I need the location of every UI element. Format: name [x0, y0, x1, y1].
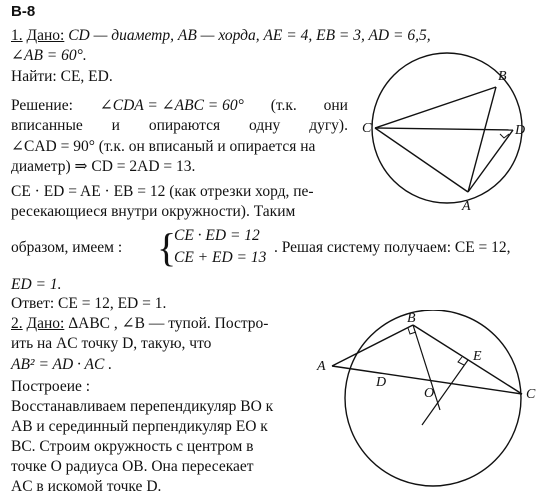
system-eq2: CE + ED = 13	[174, 249, 267, 266]
p2-line7: BC. Строим окружность с центром в	[11, 438, 254, 455]
fig2-right-angle-E	[458, 357, 464, 365]
p1-line10-left: образом, имеем :	[11, 239, 123, 256]
fig1-label-B: B	[498, 69, 507, 84]
fig2-label-C: C	[526, 387, 536, 402]
p1-line2: ∠AB = 60°.	[11, 47, 87, 64]
variant-header: В-8	[11, 3, 36, 20]
fig1-chord-AD	[468, 130, 513, 192]
p2-line6: AB и серединный перпендикуляр EO к	[11, 418, 268, 435]
p1-line6: ∠CAD = 90° (т.к. он вписаный и опирается на	[11, 138, 316, 155]
system-eq1: CE · ED = 12	[174, 227, 260, 244]
p1-answer: Ответ: CE = 12, ED = 1.	[11, 295, 167, 312]
fig2-label-D: D	[376, 375, 387, 390]
fig2-label-B: B	[407, 311, 416, 326]
p1-line9: ресекающиеся внутри окружности). Таким	[11, 203, 296, 220]
fig1-chord-CB	[375, 87, 496, 128]
system-brace: {	[157, 225, 177, 270]
p2-line3: AB² = AD · AC .	[11, 356, 113, 373]
fig2-label-O: O	[424, 386, 435, 401]
fig2-side-AB	[332, 325, 413, 366]
fig1-label-C: C	[362, 121, 372, 136]
figure-2-construction	[312, 310, 542, 495]
fig1-label-A: A	[462, 199, 471, 214]
p2-line4: Построеие :	[11, 378, 91, 395]
p2-line2: ить на AC точку D, такую, что	[11, 335, 212, 352]
fig1-chord-AB	[468, 87, 496, 192]
fig1-chord-AC	[375, 128, 468, 192]
fig2-label-E: E	[473, 349, 482, 364]
p1-line7: диаметр) ⇒ CD = 2AD = 13.	[11, 158, 196, 175]
fig1-label-D: D	[515, 123, 526, 138]
p1-line4: Решение: ∠CDA = ∠ABC = 60° (т.к. они	[11, 97, 348, 114]
figure-1-circle-chords	[358, 50, 538, 220]
fig2-label-A: A	[317, 359, 326, 374]
p2-line1: 2. Дано: ΔABC , ∠B — тупой. Постро-	[11, 315, 269, 332]
p2-line5: Восстанавливаем перепендикуляр BO к	[11, 398, 274, 415]
fig2-side-BC	[413, 325, 522, 394]
p1-line11: ED = 1.	[11, 276, 62, 293]
p2-line9: AC в искомой точке D.	[11, 478, 162, 495]
p1-line3: Найти: CE, ED.	[11, 68, 113, 85]
p1-line1: 1. Дано: CD — диаметр, AB — хорда, AE = 4, EB = 3, AD = 6,5,	[11, 27, 431, 44]
p1-line10-right: . Решая систему получаем: CE = 12,	[274, 239, 511, 256]
p1-line5: вписанные и опираются одну дугу).	[11, 117, 348, 134]
p1-line8: CE · ED = AE · EB = 12 (как отрезки хорд, пе-	[11, 183, 314, 200]
p2-line8: точке O радиуса OB. Она пересекает	[11, 458, 254, 475]
fig1-chord-CD	[375, 128, 513, 130]
